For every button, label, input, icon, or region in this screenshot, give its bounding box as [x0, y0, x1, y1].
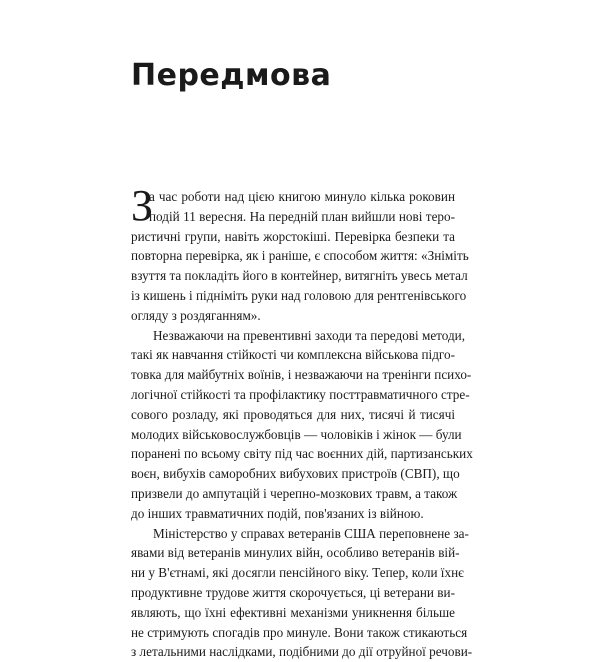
text-line: взуття та покладіть його в контейнер, витягніть увесь метал: [131, 268, 468, 284]
text-line: продуктивне трудове життя скорочується, ці ветерани ви-: [131, 584, 455, 600]
drop-cap: З: [131, 181, 154, 230]
text-line: подій 11 вересня. На передній план вийшли нові теро-: [149, 208, 455, 224]
text-line: не стримують спогадів про минуле. Вони також стикаються: [131, 624, 468, 640]
text-line: воєн, вибухів саморобних вибухових пристроїв (СВП), що: [131, 466, 460, 482]
text-line: Незважаючи на превентивні заходи та передові методи,: [153, 327, 466, 343]
text-line: з летальними наслідками, подібними до дії отруйної речови-: [131, 644, 473, 660]
body-text: [131, 181, 473, 662]
text-line: такі як навчання стійкості чи комплексна військова підго-: [131, 347, 455, 363]
text-line: повторна перевірка, як і раніше, є способом життя: «Зніміть: [131, 248, 469, 264]
text-line: молодих військовослужбовців — чоловіків і жінок — були: [131, 426, 462, 442]
text-line: ристичні групи, навіть жорстокіші. Перевірка безпеки та: [131, 228, 455, 244]
text-line: ни у В'єтнамі, які досягли пенсійного віку. Тепер, коли їхнє: [131, 565, 464, 581]
text-line: поранені по всьому світу під час воєнних дій, партизанських: [131, 446, 473, 462]
text-line: до інших травматичних подій, пов'язаних із війною.: [131, 505, 424, 521]
page-title: Передмова: [131, 58, 332, 93]
text-line: Міністерство у справах ветеранів США переповнене за-: [153, 525, 469, 541]
paragraph-1: [131, 181, 469, 326]
text-line: а час роботи над цією книгою минуло кілька роковин: [149, 189, 455, 204]
text-line: із кишень і підніміть руки над головою для рентгенівського: [131, 287, 467, 303]
text-line: являють, що їхні ефективні механізми уникнення більше: [131, 604, 455, 620]
text-line: сового розладу, які проводяться для них, тисячі й тисячі: [131, 406, 455, 422]
text-line: огляду з роздяганням».: [131, 307, 261, 323]
paragraph-3: [131, 524, 473, 662]
text-line: логічної стійкості та профілактику посттравматичного стре-: [131, 386, 470, 402]
text-line: призвели до ампутацій і черепно-мозкових травм, а також: [131, 485, 458, 501]
text-line: явами від ветеранів минулих війн, особливо ветеранів вій-: [131, 545, 460, 561]
text-line: товка для майбутніх воїнів, і незважаючи на тренінги психо-: [131, 367, 472, 383]
paragraph-2: [131, 326, 473, 524]
